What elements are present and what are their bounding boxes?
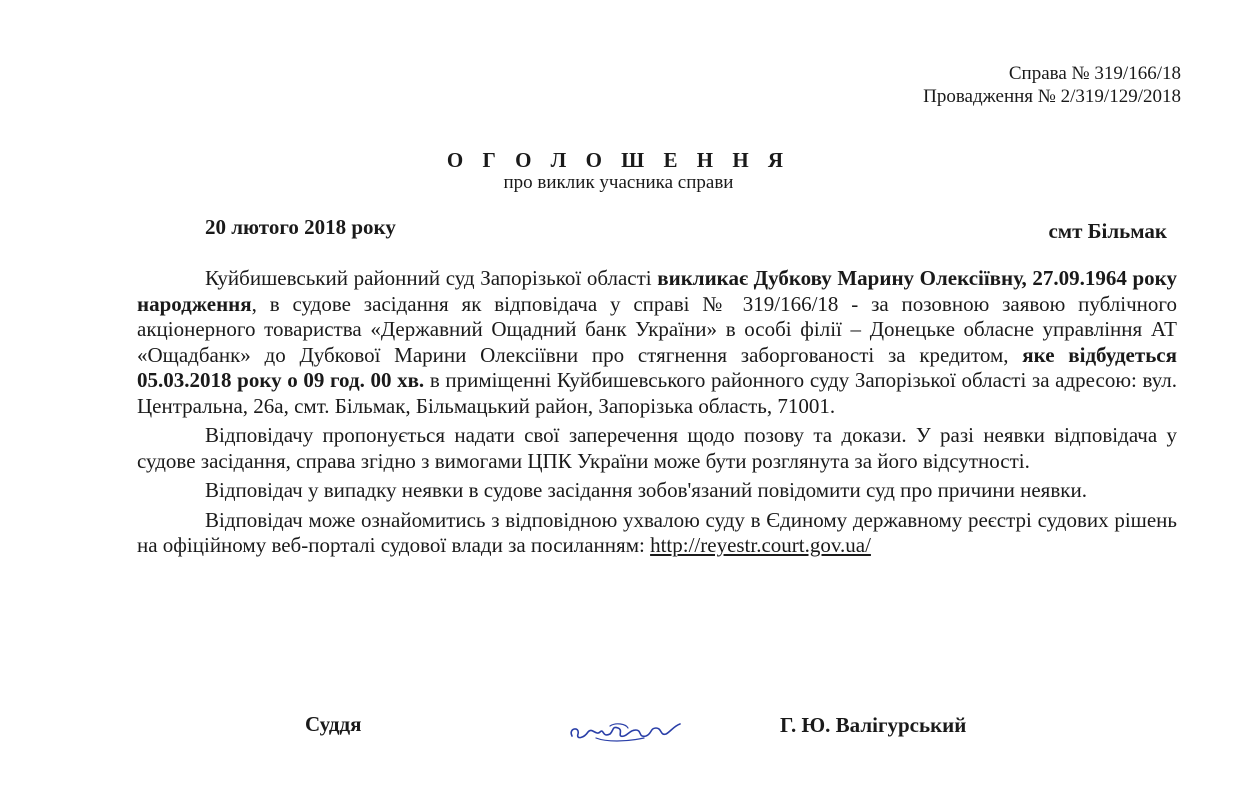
registry-text: Відповідач може ознайомитись з відповідною ухвалою суду в Єдиному державному реєстрі судових рішень на офіційному веб-порталі судової влади за посиланням:	[137, 507, 1177, 557]
case-reference	[923, 62, 1181, 108]
paragraph-summons	[137, 266, 1177, 419]
summons-text-court: Куйбишевський районний суд Запорізької області	[205, 266, 658, 290]
paragraph-absence: Відповідач у випадку неявки в судове засідання зобов'язаний повідомити суд про причини неявки.	[205, 478, 1087, 502]
summons-text-claim: , в судове засідання як відповідача у справі № 319/166/18 - за позовною заявою публічного акціонерного товариства «Державний Ощадний банк України» в особі філії – Донецьке обласне управління АТ «Ощадбанк» до Дубкової Марини Олексіївни про стягнення заборгованості за кредитом,	[137, 291, 1177, 367]
handwritten-signature	[566, 716, 686, 746]
paragraph-registry	[137, 508, 1177, 559]
paragraph-objections: Відповідачу пропонується надати свої заперечення щодо позову та докази. У разі неявки відповідача у судове засідання, справа згідно з вимогами ЦПК України може бути розглянута за його відсутності.	[137, 423, 1177, 473]
summons-text-defendant: викликає Дубкову Марину Олексіївну, 27.09.1964 року народження	[137, 266, 1177, 316]
document-place: смт Більмак	[1048, 219, 1167, 243]
judge-label: Суддя	[305, 712, 362, 736]
judge-name: Г. Ю. Валігурський	[780, 713, 967, 737]
registry-link[interactable]: http://reyestr.court.gov.ua/	[650, 533, 871, 557]
case-number: Справа № 319/166/18	[1008, 63, 1181, 84]
document-subtitle: про виклик учасника справи	[503, 172, 734, 193]
document-date: 20 лютого 2018 року	[205, 215, 396, 239]
document-title: О Г О Л О Ш Е Н Н Я	[446, 148, 791, 172]
proceeding-number: Провадження № 2/319/129/2018	[923, 86, 1181, 107]
summons-text-address: в приміщенні Куйбишевського районного суду Запорізької області за адресою: вул. Центральна, 26а, смт. Більмак, Більмацький район, Запорізька область, 71001.	[137, 368, 1177, 418]
summons-text-hearing-time: яке відбудеться 05.03.2018 року о 09 год. 00 хв.	[137, 342, 1177, 392]
announcement-body	[137, 266, 1177, 563]
